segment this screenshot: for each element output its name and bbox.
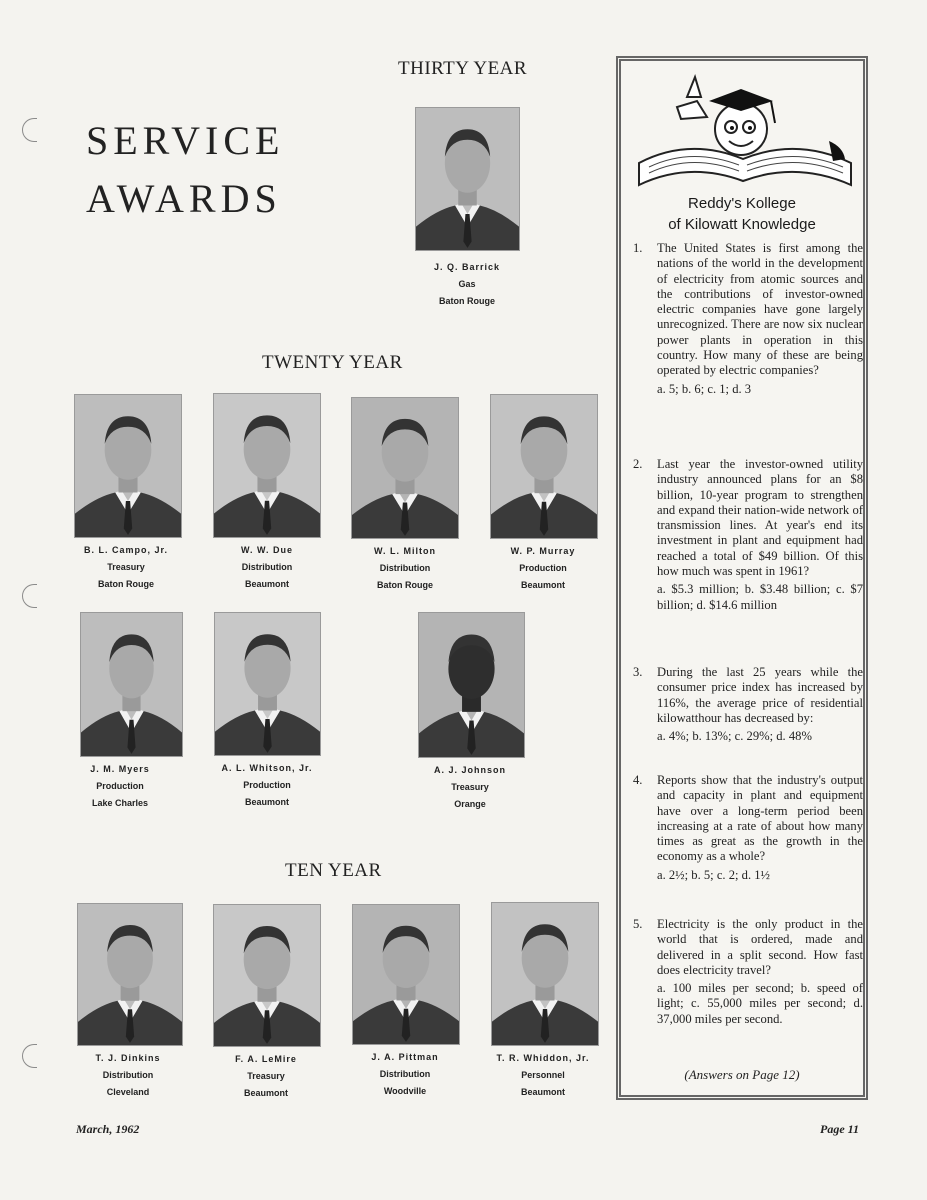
question-text: The United States is first among the nations of the world in the development of electricity from atomic sources and the contributions of investor-owned electric companies have gone largely unrecognized. There are now six nuclear power plants in operation in this country. How many of these are being operated by electric companies? [657,241,863,378]
employee-department: Treasury [107,562,145,572]
section-heading-twenty: TWENTY YEAR [262,352,403,373]
title-line-1: SERVICE [86,118,285,163]
quiz-title [621,193,863,235]
portrait-caption [400,762,540,813]
portrait-caption [58,1050,198,1101]
question-number: 3. [633,665,643,679]
portrait-photo [77,903,183,1046]
employee-department: Treasury [247,1071,285,1081]
portrait-photo [352,904,460,1045]
employee-department: Production [519,563,567,573]
employee-department: Gas [458,279,476,289]
answers-note: (Answers on Page 12) [684,1067,800,1082]
portrait-caption [473,1050,613,1101]
employee-name: J. M. Myers [90,764,150,774]
employee-name: J. Q. Barrick [433,262,501,272]
question-options: a. 4%; b. 13%; c. 29%; d. 48% [657,729,812,744]
quiz-title-line-1: Reddy's Kollege [688,195,796,212]
portrait-caption [335,543,475,594]
employee-location: Baton Rouge [98,579,154,589]
employee-name: B. L. Campo, Jr. [83,545,168,555]
question-text: During the last 25 years while the consumer price index has increased by 116%, the average price of residential kilowatthour has decreased by: [657,665,863,725]
employee-name: W. L. Milton [374,546,436,556]
employee-name: T. J. Dinkins [95,1053,161,1063]
binder-hole [22,1044,37,1068]
employee-location: Lake Charles [91,798,149,808]
employee-location: Baton Rouge [439,296,495,306]
employee-location: Beaumont [244,797,289,807]
portrait-caption [335,1049,475,1100]
employee-department: Distribution [379,563,431,573]
portrait-photo [80,612,183,757]
portrait-caption [196,1051,336,1102]
employee-department: Production [96,781,144,791]
portrait-photo [491,902,599,1046]
portrait-caption [397,259,537,310]
portrait-caption [197,760,337,811]
employee-name: F. A. LeMire [235,1054,297,1064]
section-heading-ten: TEN YEAR [285,860,382,881]
quiz-question-2 [633,457,863,613]
employee-department: Distribution [102,1070,154,1080]
question-options: a. 2½; b. 5; c. 2; d. 1½ [657,867,770,882]
section-heading-thirty: THIRTY YEAR [398,58,528,79]
employee-department: Treasury [451,782,489,792]
question-options: a. 100 miles per second; b. speed of light; c. 55,000 miles per second; d. 37,000 miles per second. [657,981,863,1026]
employee-location: Beaumont [244,579,289,589]
question-text: Electricity is the only product in the world that is ordered, made and delivered in a split second. How fast does electricity travel? [657,917,863,977]
employee-department: Production [243,780,291,790]
portrait-caption [473,543,613,594]
binder-hole [22,584,37,608]
portrait-photo [213,393,321,538]
quiz-question-3 [633,665,863,744]
reddy-kilowatt-mascot-illustration [629,67,857,189]
employee-name: W. P. Murray [510,546,576,556]
portrait-photo [351,397,459,539]
quiz-question-1 [633,241,863,397]
employee-location: Baton Rouge [377,580,433,590]
portrait-photo [490,394,598,539]
page-title [86,112,284,228]
footer-page-number: Page 11 [820,1122,859,1136]
portrait-caption [197,542,337,593]
question-number: 2. [633,457,643,471]
employee-name: W. W. Due [240,545,293,555]
quiz-title-line-2: of Kilowatt Knowledge [668,216,816,233]
employee-location: Woodville [383,1086,427,1096]
employee-department: Distribution [379,1069,431,1079]
employee-department: Distribution [241,562,293,572]
portrait-photo [418,612,525,758]
employee-name: J. A. Pittman [371,1052,439,1062]
employee-location: Beaumont [520,580,565,590]
title-line-2: AWARDS [86,176,282,221]
question-text: Last year the investor-owned utility industry announced plans for an $8 billion, 10-year program to strengthen and expand their nation-wide network of transmission lines. At year's end its investment in plant and equipment had reached a total of $49 billion. Of this how much was spent in 1961? [657,457,863,579]
employee-name: A. L. Whitson, Jr. [221,763,313,773]
employee-location: Cleveland [106,1087,150,1097]
portrait-photo [74,394,182,538]
question-number: 1. [633,241,643,255]
portrait-photo [214,612,321,756]
portrait-photo [415,107,520,251]
question-options: a. 5; b. 6; c. 1; d. 3 [657,381,752,396]
quiz-question-5 [633,917,863,1027]
question-options: a. $5.3 million; b. $3.48 billion; c. $7 billion; d. $14.6 million [657,582,863,612]
employee-location: Beaumont [520,1087,565,1097]
portrait-caption [56,542,196,593]
question-number: 5. [633,917,643,931]
quiz-sidebar [616,56,868,1100]
question-text: Reports show that the industry's output and capacity in plant and equipment have over a long-term period been increasing at a rate of about how many times as great as the growth in the economy as a whole? [657,773,863,864]
portrait-caption [50,761,190,812]
quiz-question-4 [633,773,863,883]
footer-date: March, 1962 [76,1122,140,1136]
employee-name: T. R. Whiddon, Jr. [496,1053,590,1063]
employee-location: Orange [454,799,486,809]
binder-hole [22,118,37,142]
question-number: 4. [633,773,643,787]
employee-name: A. J. Johnson [433,765,506,775]
employee-location: Beaumont [243,1088,288,1098]
employee-department: Personnel [521,1070,565,1080]
portrait-photo [213,904,321,1047]
